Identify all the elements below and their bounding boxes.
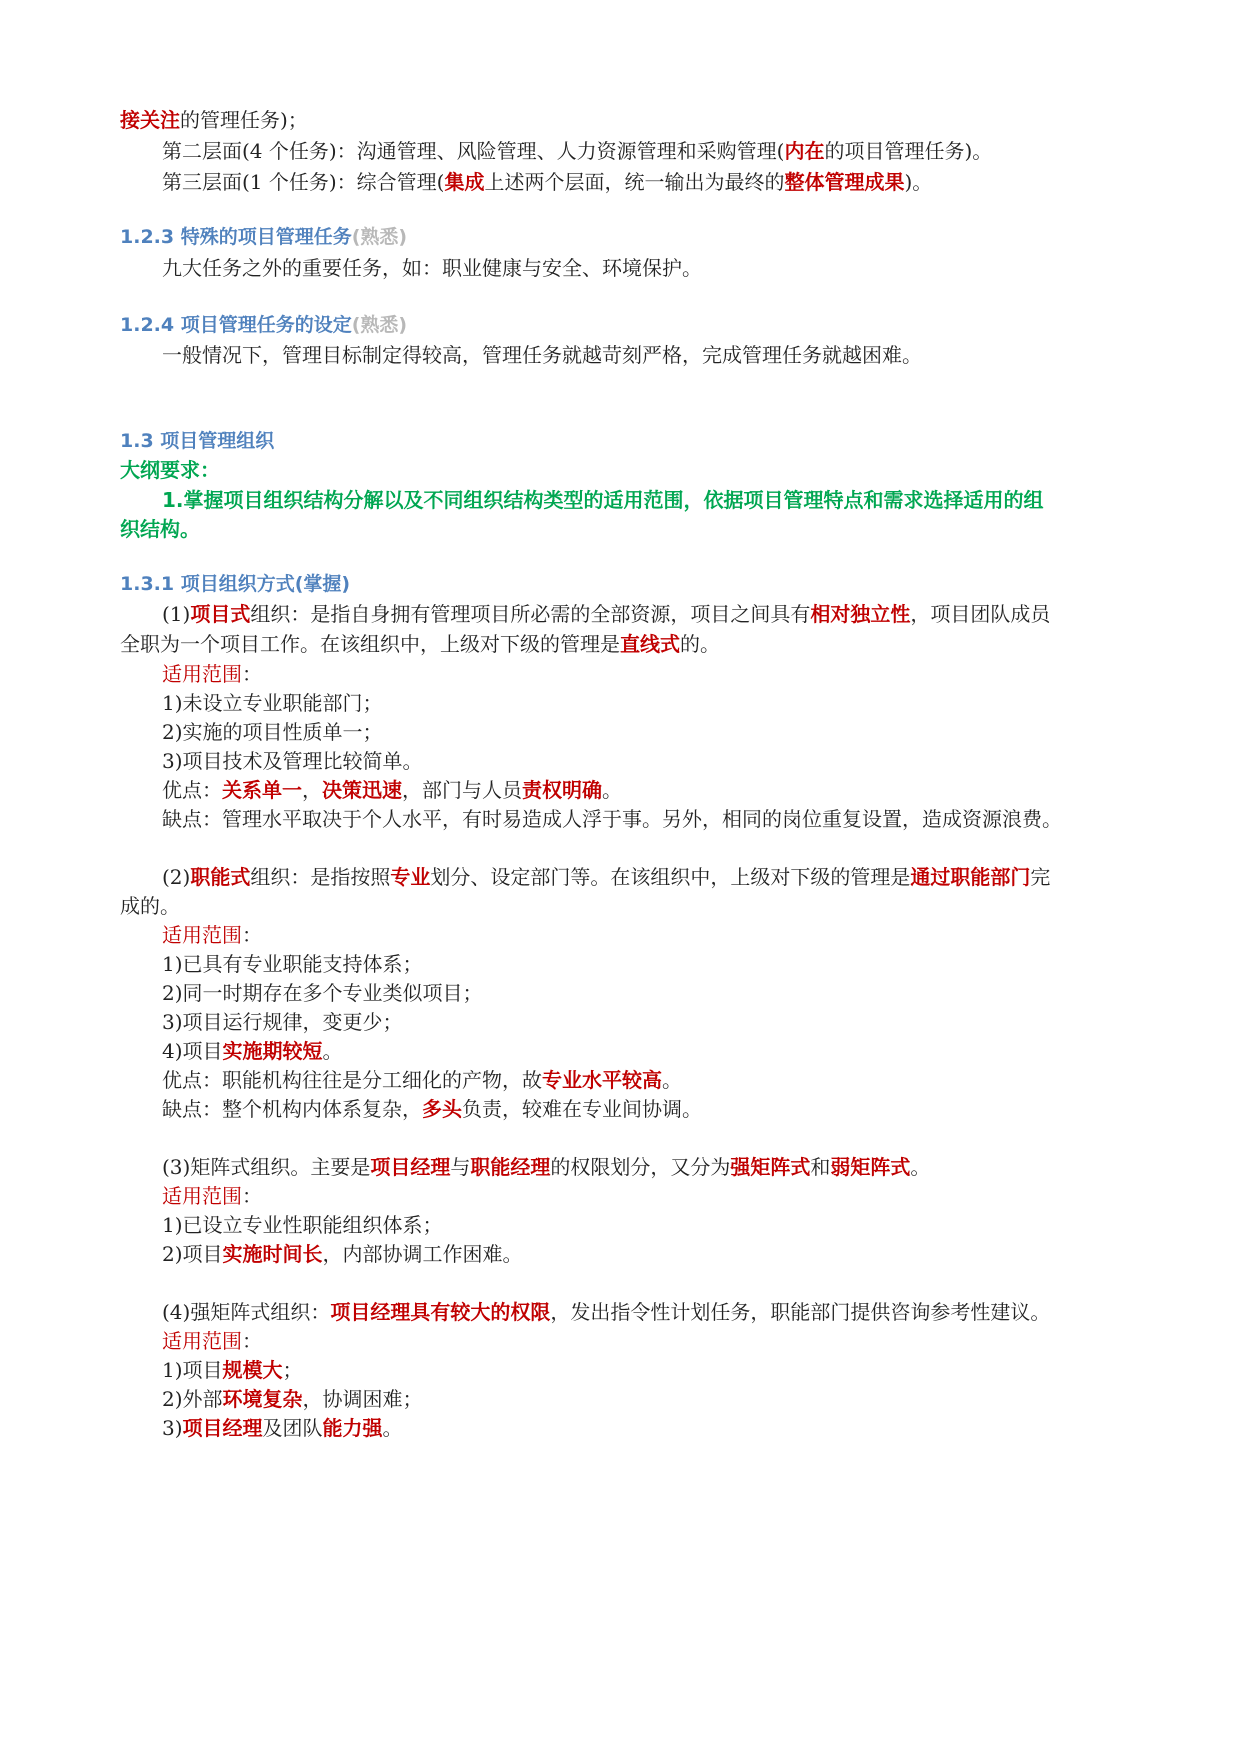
text-run: 2)同一时期存在多个专业类似项目； [162,981,483,1005]
text-line [162,138,1121,164]
text-run: 一般情况下，管理目标制定得较高，管理任务就越苛刻严格，完成管理任务就越困难。 [162,343,922,367]
text-line [162,690,1121,716]
text-line [162,719,1121,745]
text-line [162,980,1121,1006]
section-heading [120,312,1121,338]
text-run: 织结构。 [120,517,200,541]
text-run: 缺点：管理水平取决于个人水平，有时易造成人浮于事。另外，相同的岗位重复设置，造成资源浪费。 [162,807,1062,831]
text-run: 。 [322,1039,343,1063]
text-line [162,1038,1121,1064]
text-run: ： [242,662,262,686]
emphasis-text: 接关注 [120,108,180,132]
text-run: 第三层面(1 个任务)：综合管理( [162,170,445,194]
text-run: (4)强矩阵式组织： [162,1300,331,1324]
emphasis-text: 项目经理 [370,1155,451,1179]
emphasis-text: 决策迅速 [322,778,402,802]
text-run: ； [282,1358,303,1382]
text-run: ： [242,923,262,947]
emphasis-text: 集成 [444,170,485,194]
text-run: 及团队 [262,1416,323,1440]
text-run: 优点：职能机构往往是分工细化的产物，故 [162,1068,542,1092]
text-run: 适用范围 [162,1329,242,1353]
text-line [162,1415,1121,1441]
emphasis-text: 通过职能部门 [910,865,1031,889]
text-run: 1.3.1 项目组织方式(掌握) [120,573,351,595]
text-run: 1.掌握项目组织结构分解以及不同组织结构类型的适用范围，依据项目管理特点和需求选择适用的组 [162,488,1044,512]
section-heading [120,428,1121,454]
text-run: 。 [662,1068,682,1092]
text-run: 2)外部 [162,1387,223,1411]
text-run: )。 [904,170,933,194]
emphasis-text: 内在 [784,139,825,163]
emphasis-text: 能力强 [322,1416,383,1440]
text-line [162,1386,1121,1412]
text-run: ： [242,1184,262,1208]
text-line [120,107,1121,133]
text-line [162,1357,1121,1383]
emphasis-text: 环境复杂 [222,1387,303,1411]
text-run: 4)项目 [162,1039,223,1063]
text-run: 1)未设立专业职能部门； [162,691,383,715]
emphasis-text: 责权明确 [522,778,602,802]
emphasis-text: 职能式 [190,865,251,889]
emphasis-text: 弱矩阵式 [830,1155,911,1179]
text-run: 1)已设立专业性职能组织体系； [162,1213,443,1237]
text-run: 适用范围 [162,662,242,686]
text-line [162,342,1121,368]
text-run: 负责，较难在专业间协调。 [462,1097,702,1121]
text-run: 大纲要求： [120,458,220,482]
emphasis-text: 实施期较短 [222,1039,323,1063]
text-line [162,806,1121,832]
syllabus-label [120,457,1121,483]
text-line [162,1096,1121,1122]
text-run: (2) [162,865,191,889]
text-line [162,1241,1121,1267]
emphasis-text: 关系单一 [222,778,302,802]
emphasis-text: 相对独立性 [810,602,911,626]
text-run: 的。 [680,632,720,656]
text-run: 成的。 [120,894,180,918]
text-line [162,1212,1121,1238]
text-run: ，协调困难； [302,1387,423,1411]
text-run: 的管理任务)； [180,108,308,132]
text-run: 。 [910,1155,931,1179]
text-line [162,922,1121,948]
text-line [162,1328,1121,1354]
text-line [120,631,1121,657]
text-run: ，内部协调工作困难。 [322,1242,523,1266]
text-run: 1.2.4 项目管理任务的设定 [120,314,352,336]
text-run: 适用范围 [162,923,242,947]
text-line [162,169,1121,195]
emphasis-text: 专业 [390,865,431,889]
text-line [162,1009,1121,1035]
text-run: 。 [602,778,622,802]
text-run: ，发出指令性计划任务，职能部门提供咨询参考性建议。 [550,1300,1051,1324]
text-run: 划分、设定部门等。在该组织中，上级对下级的管理是 [430,865,911,889]
text-line [162,601,1121,627]
text-line [120,893,1121,919]
text-run: 3) [162,1416,183,1440]
text-run: ，项目团队成员 [910,602,1051,626]
text-run: 2)实施的项目性质单一； [162,720,383,744]
text-run: 的项目管理任务)。 [824,139,993,163]
text-run: 的权限划分，又分为 [550,1155,731,1179]
syllabus-text [162,487,1121,513]
emphasis-text: 强矩阵式 [730,1155,811,1179]
text-run: 九大任务之外的重要任务，如：职业健康与安全、环境保护。 [162,256,702,280]
text-run: 优点： [162,778,222,802]
emphasis-text: 整体管理成果 [784,170,905,194]
emphasis-text: 规模大 [222,1358,283,1382]
text-line [162,1183,1121,1209]
text-run: (熟悉) [351,314,408,336]
text-line [162,1067,1121,1093]
text-line [162,1154,1121,1180]
text-run: 组织：是指自身拥有管理项目所必需的全部资源，项目之间具有 [250,602,811,626]
text-line [162,777,1121,803]
text-run: 与 [450,1155,471,1179]
text-line [162,951,1121,977]
emphasis-text: 项目式 [190,602,251,626]
text-run: 3)项目技术及管理比较简单。 [162,749,423,773]
emphasis-text: 职能经理 [470,1155,551,1179]
text-run: (3)矩阵式组织。主要是 [162,1155,371,1179]
text-run: 1)已具有专业职能支持体系； [162,952,423,976]
text-run: ， [302,778,322,802]
section-heading [120,571,1121,597]
text-run: 1.3 项目管理组织 [120,430,275,452]
text-line [162,748,1121,774]
text-run: 3)项目运行规律，变更少； [162,1010,403,1034]
text-line [162,661,1121,687]
text-run: (熟悉) [351,226,408,248]
text-run: ，部门与人员 [402,778,522,802]
syllabus-text [120,516,1121,542]
text-run: 2)项目 [162,1242,223,1266]
text-line [162,864,1121,890]
emphasis-text: 实施时间长 [222,1242,323,1266]
text-run: 完 [1030,865,1051,889]
text-line [162,1299,1121,1325]
text-run: 缺点：整个机构内体系复杂， [162,1097,422,1121]
emphasis-text: 项目经理 [182,1416,263,1440]
text-run: ： [242,1329,262,1353]
text-run: 第二层面(4 个任务)：沟通管理、风险管理、人力资源管理和采购管理( [162,139,785,163]
text-run: 1)项目 [162,1358,223,1382]
text-run: 和 [810,1155,831,1179]
emphasis-text: 专业水平较高 [542,1068,662,1092]
emphasis-text: 直线式 [620,632,680,656]
text-run: 组织：是指按照 [250,865,391,889]
section-heading [120,224,1121,250]
text-run: (1) [162,602,191,626]
emphasis-text: 多头 [422,1097,462,1121]
text-run: 全职为一个项目工作。在该组织中，上级对下级的管理是 [120,632,620,656]
emphasis-text: 项目经理具有较大的权限 [330,1300,551,1324]
text-run: 1.2.3 特殊的项目管理任务 [120,226,352,248]
text-line [162,255,1121,281]
text-run: 适用范围 [162,1184,242,1208]
text-run: 。 [382,1416,403,1440]
text-run: 上述两个层面，统一输出为最终的 [484,170,785,194]
